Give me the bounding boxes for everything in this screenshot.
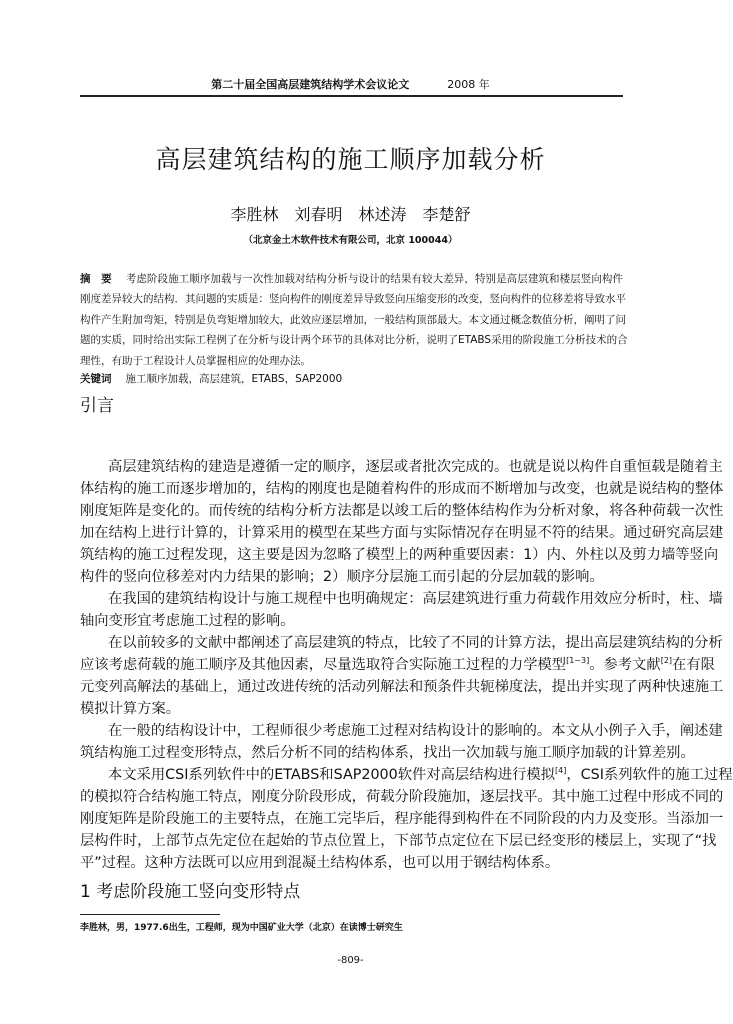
text-line: 在一般的结构设计中，工程师很少考虑施工过程对结构设计的影响的。本文从小例子入手，阐述建 [108,723,723,739]
citation: [1~3] [566,656,590,665]
section-heading-1: 1 考虑阶段施工竖向变形特点 [80,882,301,902]
author: 李胜林 [230,205,279,224]
text-line: 高层建筑结构的建造是遵循一定的顺序，逐层或者批次完成的。也就是说以构件自重恒载是随着主 [108,459,723,475]
page-number: -809- [337,955,364,966]
text-line: 刚度矩阵是变化的。而传统的结构分析方法都是以竣工后的整体结构作为分析对象，将各种荷载一次性 [80,503,724,519]
text-run: ，CSI系列软件的施工过程 [566,767,733,783]
abstract-label: 摘 要 [80,273,112,285]
text-line [80,654,715,676]
header-year: 2008 年 [447,78,490,91]
abstract-line: 题的实质，同时给出实际工程例了在分析与设计两个环节的具体对比分析，说明了ETABS采用的阶段施工分析技术的合 [80,334,628,347]
running-header [0,76,701,92]
text-line: 的模拟符合结构施工特点，刚度分阶段形成，荷载分阶段施加，逐层找平。其中施工过程中形成不同的 [80,789,724,805]
header-rule [80,95,623,97]
footnote-rule [80,914,220,915]
text-line: 平”过程。这种方法既可以应用到混凝土结构体系，也可以用于钢结构体系。 [80,855,560,871]
text-line: 在以前较多的文献中都阐述了高层建筑的特点，比较了不同的计算方法，提出高层建筑结构的分析 [108,635,723,651]
paragraph [80,456,733,874]
text-line: 筑结构的施工过程发现，这主要是因为忽略了模型上的两种重要因素：1）内、外柱以及剪力墙等竖向 [80,547,719,563]
abstract-line: 构件产生附加弯矩，特别是负弯矩增加较大，此效应逐层增加，一般结构顶部最大。本文通过概念数值分析，阐明了问 [80,313,626,326]
keywords-label: 关键词 [80,373,112,386]
text-line: 体结构的施工而逐步增加的，结构的刚度也是随着构件的形成而不断增加与改变，也就是说结构的整体 [80,481,724,497]
text-run: 在有限 [672,657,715,673]
author: 李楚舒 [422,205,471,224]
text-line: 加在结构上进行计算的，计算采用的模型在某些方面与实际情况存在明显不符的结果。通过研究高层建 [80,525,724,541]
paper-title: 高层建筑结构的施工顺序加载分析 [155,145,546,174]
text-run: 。参考文献 [589,657,661,673]
citation: [4] [555,766,567,775]
author: 刘春明 [294,205,343,224]
citation: [2] [660,656,673,665]
text-line: 轴向变形宜考虑施工过程的影响。 [80,613,295,629]
text-line: 模拟计算方案。 [80,701,181,717]
text-line [80,764,733,786]
author: 林述涛 [358,205,407,224]
authors [0,202,701,225]
abstract-line: 考虑阶段施工顺序加载与一次性加载对结构分析与设计的结果有较大差异，特别是高层建筑和楼层竖向构件 [125,273,624,285]
text-line: 筑结构施工过程变形特点，然后分析不同的结构体系，找出一次加载与施工顺序加载的计算差别。 [80,745,695,761]
section-heading-intro: 引言 [80,396,114,416]
abstract [80,269,628,387]
text-line: 元变列高解法的基础上，通过改进传统的活动列解法和预条件共轭梯度法，提出并实现了两种快速施工 [80,679,724,695]
text-line: 在我国的建筑结构设计与施工规程中也明确规定：高层建筑进行重力荷载作用效应分析时，柱、墙 [108,591,723,607]
text-line: 层构件时，上部节点先定位在起始的节点位置上，下部节点定位在下层已经变形的楼层上，实现了“找 [80,833,717,849]
keywords: 施工顺序加载，高层建筑，ETABS，SAP2000 [125,373,343,386]
text-run: 本文采用CSI系列软件中的ETABS和SAP2000软件对高层结构进行模拟 [108,767,555,783]
affiliation: （北京金土木软件技术有限公司，北京 100044） [243,235,458,246]
text-line: 构件的竖向位移差对内力结果的影响；2）顺序分层施工而引起的分层加载的影响。 [80,569,604,585]
text-line: 刚度矩阵是阶段施工的主要特点，在施工完毕后，程序能得到构件在不同阶段的内力及变形。当添加一 [80,811,724,827]
conference-name: 第二十届全国高层建筑结构学术会议论文 [211,78,410,91]
text-run: 应该考虑荷载的施工顺序及其他因素，尽量选取符合实际施工过程的力学模型 [80,657,567,673]
abstract-line: 理性，有助于工程设计人员掌握相应的处理办法。 [80,354,311,367]
abstract-line: 刚度差异较大的结构．其问题的实质是：竖向构件的刚度差异导致竖向压缩变形的改变，竖向构件的位移差将导致水平 [80,293,626,306]
footnote: 李胜林，男，1977.6出生，工程师，现为中国矿业大学（北京）在读博士研究生 [80,923,403,933]
